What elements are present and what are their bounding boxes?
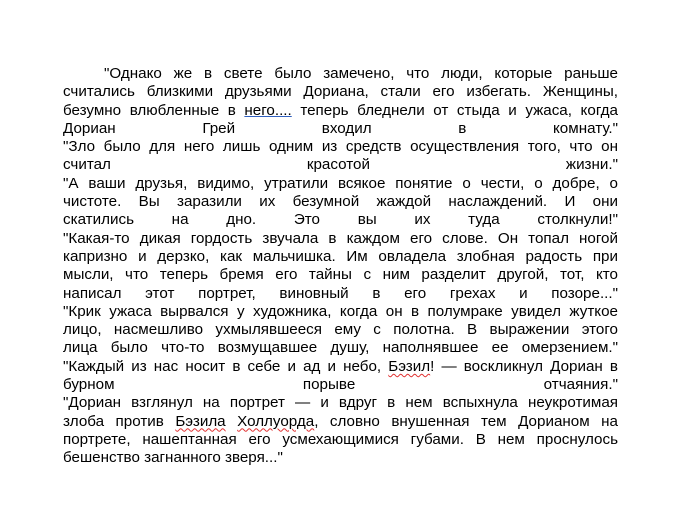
text-line: написал этот портрет, виновный в его грехах и позоре..." xyxy=(63,284,618,302)
text-line: "А ваши друзья, видимо, утратили всякое понятие о чести, о добре, о xyxy=(63,174,618,192)
text-line: "Какая-то дикая гордость звучала в каждом его слове. Он топал ногой xyxy=(63,229,618,247)
text-line: Дориан Грей входил в комнату." xyxy=(63,119,618,137)
text-line: "Однако же в свете было замечено, что люди, которые раньше xyxy=(104,65,618,82)
text-line: скатились на дно. Это вы их туда столкнули!" xyxy=(63,211,618,229)
spellcheck-word[interactable]: Бэзила xyxy=(175,412,226,430)
text-line: капризно и дерзко, как мальчишка. Им овладела злобная радость при xyxy=(63,247,618,265)
text-line: "Зло было для него лишь одним из средств осуществления того, что он xyxy=(63,138,618,156)
text-line: считались близкими друзьями Дориана, стали его избегать. Женщины, xyxy=(63,83,618,101)
spellcheck-word[interactable]: Холлуорда xyxy=(237,412,315,430)
text-line: "Крик ужаса вырвался у художника, когда он в полумраке увидел жуткое xyxy=(63,302,618,320)
text-line: "Каждый из нас носит в себе и ад и небо, Бэзил! — воскликнул Дориан в xyxy=(63,357,618,375)
text-line: бурном порыве отчаяния." xyxy=(63,376,618,394)
document-body xyxy=(63,65,618,468)
text-line: лицо, насмешливо ухмылявшееся ему с полотна. В выражении этого xyxy=(63,321,618,339)
text-line: лица было что-то возмущавшее душу, наполнявшее ее омерзением." xyxy=(63,339,618,357)
text-line: безумно влюбленные в него.... теперь бледнели от стыда и ужаса, когда xyxy=(63,101,618,119)
text-line: "Дориан взглянул на портрет — и вдруг в нем вспыхнула неукротимая xyxy=(63,394,618,412)
hyperlink-text[interactable]: него.... xyxy=(244,101,292,119)
text-line: чистоте. Вы заразили их безумной жаждой наслаждений. И они xyxy=(63,193,618,211)
text-line: считал красотой жизни." xyxy=(63,156,618,174)
text-line: злоба против Бэзила Холлуорда, словно внушенная тем Дорианом на xyxy=(63,412,618,430)
spellcheck-word[interactable]: Бэзил xyxy=(388,357,431,375)
text-line: бешенство загнанного зверя..." xyxy=(63,449,283,467)
text-line: мысли, что теперь бремя его тайны с ним разделит другой, тот, кто xyxy=(63,266,618,284)
text-line: портрете, нашептанная его усмехающимися губами. В нем проснулось xyxy=(63,430,618,448)
